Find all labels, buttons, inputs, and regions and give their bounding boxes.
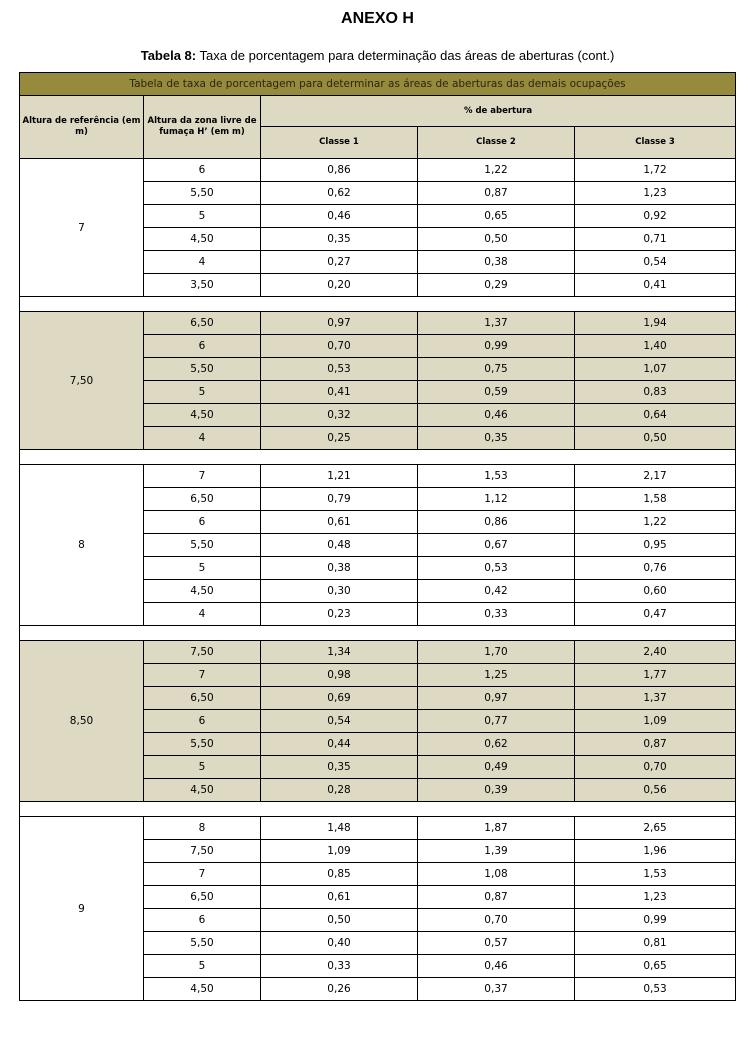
class-2-cell: 0,70 <box>418 909 575 932</box>
class-1-cell: 0,97 <box>261 312 418 335</box>
class-1-cell: 0,50 <box>261 909 418 932</box>
class-3-cell: 2,40 <box>575 641 736 664</box>
table-row <box>20 312 736 335</box>
class-2-cell: 0,77 <box>418 710 575 733</box>
class-1-cell: 0,23 <box>261 603 418 626</box>
class-3-cell: 0,87 <box>575 733 736 756</box>
class-1-cell: 0,32 <box>261 404 418 427</box>
smoke-zone-height-cell: 7 <box>144 465 261 488</box>
class-1-cell: 1,09 <box>261 840 418 863</box>
reference-height-cell: 8 <box>20 465 144 626</box>
class-2-cell: 1,70 <box>418 641 575 664</box>
class-3-cell: 1,72 <box>575 159 736 182</box>
class-3-cell: 1,22 <box>575 511 736 534</box>
table-row <box>20 159 736 182</box>
spacer-cell <box>20 297 736 312</box>
class-2-cell: 1,87 <box>418 817 575 840</box>
class-1-cell: 0,38 <box>261 557 418 580</box>
class-3-cell: 1,09 <box>575 710 736 733</box>
spacer-cell <box>20 450 736 465</box>
class-3-cell: 0,99 <box>575 909 736 932</box>
class-2-cell: 1,12 <box>418 488 575 511</box>
class-2-cell: 1,08 <box>418 863 575 886</box>
class-1-cell: 0,30 <box>261 580 418 603</box>
smoke-zone-height-cell: 6,50 <box>144 687 261 710</box>
class-2-cell: 0,97 <box>418 687 575 710</box>
class-3-cell: 0,65 <box>575 955 736 978</box>
smoke-zone-height-cell: 4 <box>144 603 261 626</box>
table-title: Tabela de taxa de porcentagem para determinar as áreas de aberturas das demais ocupações <box>20 73 736 96</box>
smoke-zone-height-cell: 4 <box>144 251 261 274</box>
smoke-zone-height-cell: 6,50 <box>144 488 261 511</box>
class-3-cell: 1,94 <box>575 312 736 335</box>
group-spacer <box>20 450 736 465</box>
smoke-zone-height-cell: 6 <box>144 335 261 358</box>
class-2-cell: 0,50 <box>418 228 575 251</box>
smoke-zone-height-cell: 5 <box>144 381 261 404</box>
opening-rate-table <box>19 72 736 1001</box>
class-3-cell: 0,53 <box>575 978 736 1001</box>
class-2-cell: 1,53 <box>418 465 575 488</box>
class-1-cell: 0,26 <box>261 978 418 1001</box>
class-2-cell: 0,99 <box>418 335 575 358</box>
class-1-cell: 0,40 <box>261 932 418 955</box>
class-1-cell: 0,35 <box>261 756 418 779</box>
class-2-cell: 0,35 <box>418 427 575 450</box>
class-3-cell: 1,53 <box>575 863 736 886</box>
class-2-cell: 1,25 <box>418 664 575 687</box>
class-3-cell: 1,96 <box>575 840 736 863</box>
class-1-cell: 0,54 <box>261 710 418 733</box>
class-2-cell: 1,37 <box>418 312 575 335</box>
table-row <box>20 817 736 840</box>
class-1-cell: 0,69 <box>261 687 418 710</box>
spacer-cell <box>20 802 736 817</box>
header-class-2: Classe 2 <box>418 127 575 159</box>
reference-height-cell: 7,50 <box>20 312 144 450</box>
reference-height-cell: 7 <box>20 159 144 297</box>
class-1-cell: 0,86 <box>261 159 418 182</box>
smoke-zone-height-cell: 5 <box>144 557 261 580</box>
class-2-cell: 0,57 <box>418 932 575 955</box>
smoke-zone-height-cell: 3,50 <box>144 274 261 297</box>
class-2-cell: 0,46 <box>418 955 575 978</box>
class-3-cell: 0,95 <box>575 534 736 557</box>
class-1-cell: 0,62 <box>261 182 418 205</box>
caption-text: Taxa de porcentagem para determinação das áreas de aberturas (cont.) <box>196 48 615 63</box>
smoke-zone-height-cell: 4,50 <box>144 978 261 1001</box>
table-caption <box>0 48 755 64</box>
smoke-zone-height-cell: 6 <box>144 511 261 534</box>
spacer-cell <box>20 626 736 641</box>
class-2-cell: 0,87 <box>418 886 575 909</box>
class-3-cell: 0,54 <box>575 251 736 274</box>
smoke-zone-height-cell: 6,50 <box>144 886 261 909</box>
class-3-cell: 0,92 <box>575 205 736 228</box>
class-3-cell: 0,83 <box>575 381 736 404</box>
group-spacer <box>20 802 736 817</box>
header-smoke-zone: Altura da zona livre de fumaça H’ (em m) <box>144 96 261 159</box>
class-3-cell: 1,77 <box>575 664 736 687</box>
class-2-cell: 0,46 <box>418 404 575 427</box>
smoke-zone-height-cell: 4,50 <box>144 779 261 802</box>
class-3-cell: 0,76 <box>575 557 736 580</box>
class-1-cell: 0,35 <box>261 228 418 251</box>
class-1-cell: 1,48 <box>261 817 418 840</box>
group-spacer <box>20 297 736 312</box>
table-row <box>20 465 736 488</box>
class-1-cell: 0,46 <box>261 205 418 228</box>
class-2-cell: 0,67 <box>418 534 575 557</box>
class-1-cell: 0,79 <box>261 488 418 511</box>
class-1-cell: 0,44 <box>261 733 418 756</box>
smoke-zone-height-cell: 5,50 <box>144 534 261 557</box>
caption-prefix: Tabela 8: <box>140 48 197 63</box>
class-1-cell: 0,27 <box>261 251 418 274</box>
smoke-zone-height-cell: 8 <box>144 817 261 840</box>
class-3-cell: 0,70 <box>575 756 736 779</box>
class-3-cell: 1,07 <box>575 358 736 381</box>
smoke-zone-height-cell: 4,50 <box>144 580 261 603</box>
class-3-cell: 1,40 <box>575 335 736 358</box>
class-1-cell: 1,21 <box>261 465 418 488</box>
class-1-cell: 0,25 <box>261 427 418 450</box>
class-2-cell: 1,22 <box>418 159 575 182</box>
class-2-cell: 0,49 <box>418 756 575 779</box>
smoke-zone-height-cell: 5,50 <box>144 182 261 205</box>
class-2-cell: 0,87 <box>418 182 575 205</box>
class-3-cell: 0,81 <box>575 932 736 955</box>
class-1-cell: 0,61 <box>261 886 418 909</box>
class-3-cell: 0,50 <box>575 427 736 450</box>
class-2-cell: 0,33 <box>418 603 575 626</box>
smoke-zone-height-cell: 7 <box>144 863 261 886</box>
table-row <box>20 641 736 664</box>
smoke-zone-height-cell: 7,50 <box>144 840 261 863</box>
class-1-cell: 1,34 <box>261 641 418 664</box>
class-2-cell: 0,75 <box>418 358 575 381</box>
class-2-cell: 0,86 <box>418 511 575 534</box>
class-2-cell: 0,38 <box>418 251 575 274</box>
class-3-cell: 1,23 <box>575 886 736 909</box>
class-3-cell: 0,47 <box>575 603 736 626</box>
class-1-cell: 0,28 <box>261 779 418 802</box>
class-1-cell: 0,98 <box>261 664 418 687</box>
class-1-cell: 0,48 <box>261 534 418 557</box>
smoke-zone-height-cell: 4,50 <box>144 228 261 251</box>
smoke-zone-height-cell: 5 <box>144 955 261 978</box>
class-3-cell: 2,17 <box>575 465 736 488</box>
smoke-zone-height-cell: 6 <box>144 159 261 182</box>
annex-title: ANEXO H <box>341 10 414 27</box>
class-3-cell: 1,37 <box>575 687 736 710</box>
class-3-cell: 2,65 <box>575 817 736 840</box>
class-2-cell: 1,39 <box>418 840 575 863</box>
smoke-zone-height-cell: 5,50 <box>144 932 261 955</box>
class-2-cell: 0,53 <box>418 557 575 580</box>
smoke-zone-height-cell: 4,50 <box>144 404 261 427</box>
class-1-cell: 0,70 <box>261 335 418 358</box>
smoke-zone-height-cell: 4 <box>144 427 261 450</box>
header-class-3: Classe 3 <box>575 127 736 159</box>
class-1-cell: 0,85 <box>261 863 418 886</box>
class-1-cell: 0,53 <box>261 358 418 381</box>
class-2-cell: 0,42 <box>418 580 575 603</box>
class-3-cell: 1,58 <box>575 488 736 511</box>
class-2-cell: 0,65 <box>418 205 575 228</box>
smoke-zone-height-cell: 5 <box>144 756 261 779</box>
class-3-cell: 0,41 <box>575 274 736 297</box>
smoke-zone-height-cell: 7,50 <box>144 641 261 664</box>
class-3-cell: 0,56 <box>575 779 736 802</box>
reference-height-cell: 8,50 <box>20 641 144 802</box>
header-opening: % de abertura <box>261 96 736 127</box>
smoke-zone-height-cell: 7 <box>144 664 261 687</box>
smoke-zone-height-cell: 6 <box>144 710 261 733</box>
class-2-cell: 0,29 <box>418 274 575 297</box>
class-2-cell: 0,59 <box>418 381 575 404</box>
class-3-cell: 0,60 <box>575 580 736 603</box>
class-3-cell: 0,71 <box>575 228 736 251</box>
header-ref-height: Altura de referência (em m) <box>20 96 144 159</box>
class-1-cell: 0,61 <box>261 511 418 534</box>
class-1-cell: 0,41 <box>261 381 418 404</box>
smoke-zone-height-cell: 6 <box>144 909 261 932</box>
class-1-cell: 0,33 <box>261 955 418 978</box>
reference-height-cell: 9 <box>20 817 144 1001</box>
header-class-1: Classe 1 <box>261 127 418 159</box>
class-3-cell: 1,23 <box>575 182 736 205</box>
class-2-cell: 0,37 <box>418 978 575 1001</box>
group-spacer <box>20 626 736 641</box>
class-1-cell: 0,20 <box>261 274 418 297</box>
class-2-cell: 0,39 <box>418 779 575 802</box>
class-2-cell: 0,62 <box>418 733 575 756</box>
smoke-zone-height-cell: 5 <box>144 205 261 228</box>
class-3-cell: 0,64 <box>575 404 736 427</box>
smoke-zone-height-cell: 5,50 <box>144 733 261 756</box>
smoke-zone-height-cell: 5,50 <box>144 358 261 381</box>
smoke-zone-height-cell: 6,50 <box>144 312 261 335</box>
